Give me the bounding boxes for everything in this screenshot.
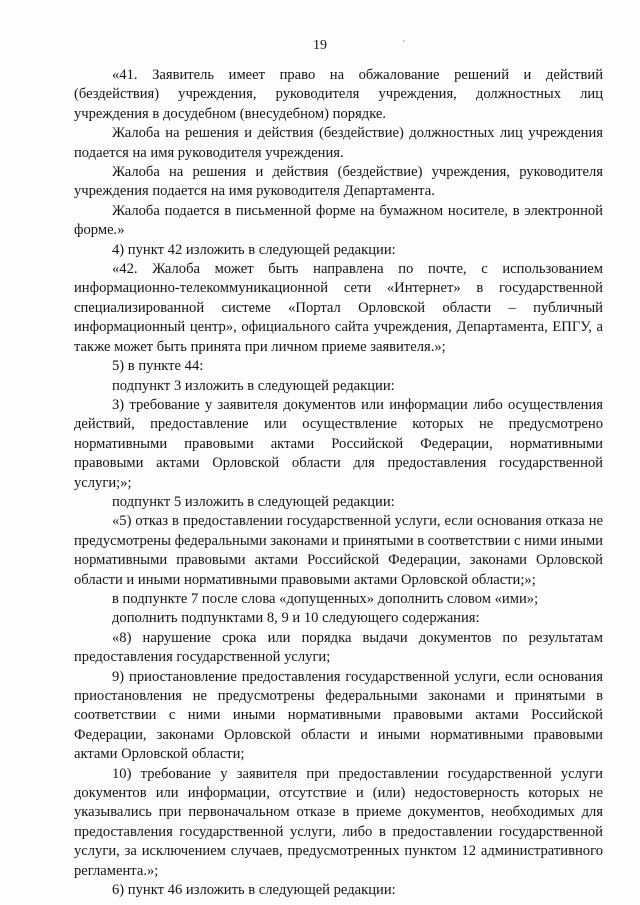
paragraph-subitem-5-intro: подпункт 5 изложить в следующей редакции: (112, 493, 395, 510)
paragraph-amend-44: 5) в пункте 44: (112, 358, 204, 375)
paragraph-amend-46: 6) пункт 46 изложить в следующей редакции: (112, 882, 396, 899)
paragraph-subitem-3-intro: подпункт 3 изложить в следующей редакции: (112, 377, 395, 394)
paragraph-item-42: «42. Жалоба может быть направлена по почте, с использованием информационно-телекоммуникационной сети «Интернет» в государственной специализированной системе «Портал Орловской области – публичный информационный центр», официального сайта учреждения, Департамента, ЕПГУ, а также может быть принята при личном приеме заявителя.»; (74, 261, 603, 355)
paragraph-add-subitems: дополнить подпунктами 8, 9 и 10 следующего содержания: (112, 610, 480, 627)
paragraph-item-41: «41. Заявитель имеет право на обжалование решений и действий (бездействия) учреждения, руководителя учреждения, должностных лиц учреждения в досудебном (внесудебном) порядке. (74, 67, 603, 122)
scan-mark: ´ (402, 40, 406, 51)
paragraph-complaint-officials: Жалоба на решения и действия (бездействие) должностных лиц учреждения подается на имя руководителя учреждения. (74, 125, 603, 161)
paragraph-subitem-9: 9) приостановление предоставления государственной услуги, если основания приостановления не предусмотрены федеральными законами и принятыми в соответствии с ними иными нормативными правовыми актами Российской Федерации, законами Орловской области и иными нормативными правовыми актами Орловской области; (74, 668, 603, 763)
page-number: 19 (313, 38, 327, 53)
paragraph-subitem-3: 3) требование у заявителя документов или информации либо осуществления действий, предоставление или осуществление которых не предусмотрено нормативными правовыми актами Российской Федерации, нормативными правовыми актами Орловской области для предоставления государственной услуги;»; (74, 396, 603, 491)
paragraph-subitem-10: 10) требование у заявителя при предоставлении государственной услуги документов или информации, отсутствие и (или) недостоверность которых не указывались при первоначальном отказе в приеме документов, необходимых для предоставления государственной услуги, либо в предоставлении государственной услуги, за исключением случаев, предусмотренных пунктом 12 административного регламента.»; (74, 765, 603, 879)
paragraph-amend-42: 4) пункт 42 изложить в следующей редакции: (112, 241, 396, 258)
paragraph-subitem-7: в подпункте 7 после слова «допущенных» дополнить словом «ими»; (112, 590, 539, 607)
document-body (74, 66, 603, 900)
paragraph-subitem-8: «8) нарушение срока или порядка выдачи документов по результатам предоставления государственной услуги; (74, 629, 603, 666)
paragraph-complaint-form: Жалоба подается в письменной форме на бумажном носителе, в электронной форме.» (74, 202, 603, 239)
paragraph-complaint-institution: Жалоба на решения и действия (бездействие) учреждения, руководителя учреждения подается на имя руководителя Департамента. (74, 164, 603, 200)
paragraph-subitem-5: «5) отказ в предоставлении государственной услуги, если основания отказа не предусмотрены федеральными законами и принятыми в соответствии с ними иными нормативными правовыми актами Российской Федерации, законами Орловской области и иными нормативными правовыми актами Орловской области;»; (74, 513, 603, 588)
